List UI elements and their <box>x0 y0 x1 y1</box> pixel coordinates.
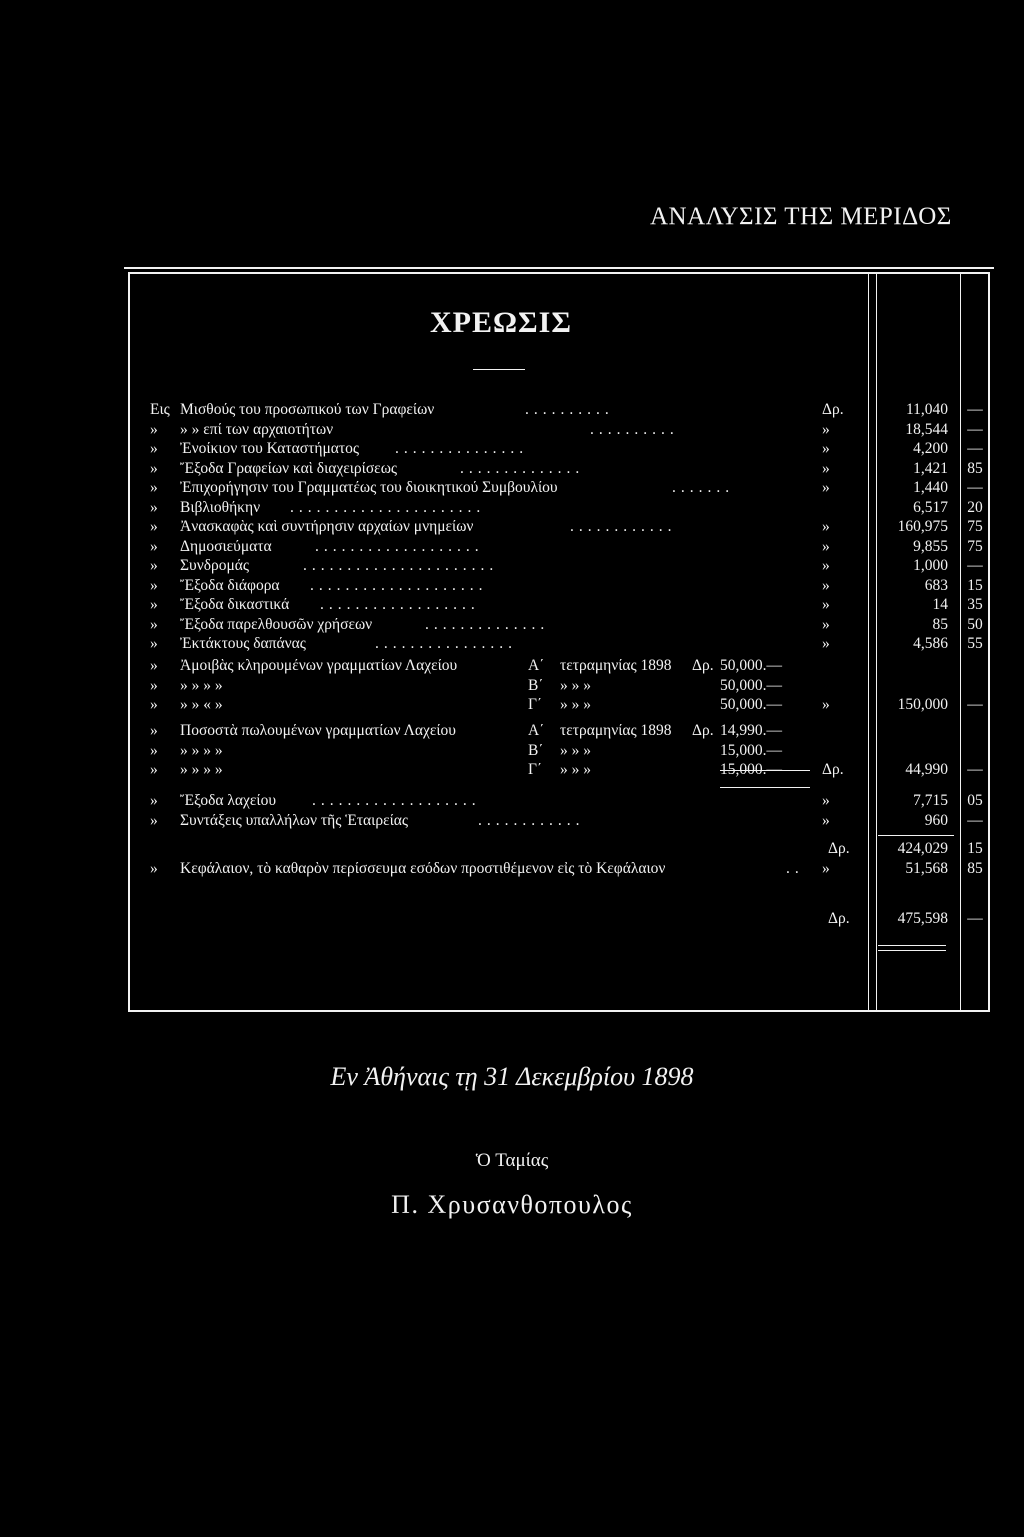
row-prefix: » <box>150 657 158 674</box>
amount-decimals: 35 <box>967 596 983 613</box>
ledger-row <box>0 420 1024 440</box>
lottery-period: » » » <box>560 741 591 759</box>
currency-mark: Δρ. <box>828 910 850 927</box>
amount-value: 150,000 <box>897 696 948 713</box>
amount-value: 14 <box>932 596 948 613</box>
amount-decimals: 05 <box>967 792 983 809</box>
row-description: Μισθούς του προσωπικού των Γραφείων <box>180 401 435 418</box>
subtotal-value: 50,000.— <box>720 676 782 694</box>
total-decimals: — <box>967 910 983 927</box>
lottery-row <box>0 656 1024 676</box>
row-description: Ἔξοδα διάφορα <box>180 576 280 594</box>
lottery-period: » » » <box>560 676 591 694</box>
row-description: Κεφάλαιον, τὸ καθαρὸν περίσσευμα εσόδων προστιθέμενον εἰς τὸ Κεφάλαιον <box>180 860 666 877</box>
amount-value: 4,586 <box>913 635 948 652</box>
lottery-period: τετραμηνίας 1898 <box>560 722 672 739</box>
ledger-row <box>0 811 1024 831</box>
total-double-rule-2 <box>878 950 946 951</box>
amount-value: 4,200 <box>913 440 948 457</box>
subtotal-amount: 424,029 <box>897 840 948 857</box>
currency-mark: » <box>822 596 830 613</box>
leader-dots: ................... <box>312 792 481 809</box>
row-prefix: » <box>150 557 158 574</box>
total-double-rule-1 <box>878 945 946 946</box>
amount-decimals: 55 <box>967 635 983 652</box>
amount-decimals: — <box>967 420 983 438</box>
amount-decimals: 20 <box>967 498 983 516</box>
currency-mark: » <box>822 635 830 652</box>
leader-dots: ...................... <box>290 498 486 516</box>
title-underline <box>473 369 525 370</box>
row-prefix: » <box>150 518 158 535</box>
amount-decimals: — <box>967 696 983 713</box>
row-prefix: » <box>150 420 158 438</box>
currency-mark: » <box>822 576 830 594</box>
row-description: » » » » <box>180 761 223 778</box>
currency-mark: » <box>822 479 830 496</box>
row-description: Δημοσιεύματα <box>180 537 272 555</box>
row-description: Ἐκτάκτους δαπάνας <box>180 635 306 652</box>
subtotal-value: 14,990.— <box>720 722 782 739</box>
row-description: Ἐπιχορήγησιν του Γραμματέως του διοικητικού Συμβουλίου <box>180 479 558 496</box>
leader-dots: ...................... <box>303 557 499 574</box>
row-prefix: » <box>150 498 158 516</box>
ledger-row <box>0 615 1024 635</box>
amount-value: 6,517 <box>913 498 948 516</box>
row-description: Ἔξοδα Γραφείων καὶ διαχειρίσεως <box>180 459 398 477</box>
amount-decimals: — <box>967 557 983 574</box>
currency-mark: » <box>822 557 830 574</box>
leader-dots: ............... <box>395 440 529 457</box>
ledger-row <box>0 537 1024 557</box>
row-description: Ἔξοδα παρελθουσῶν χρήσεων <box>180 615 373 633</box>
row-description: » » » » <box>180 676 223 694</box>
ledger-row <box>0 400 1024 420</box>
subtotal-value: 15,000.— <box>720 761 782 778</box>
section-title: ΧΡΕΩΣΙΣ <box>430 306 572 339</box>
leader-dots: ............ <box>478 811 585 829</box>
currency-mark: » <box>822 860 830 877</box>
footer-date: Εν Ἀθήναις τῃ 31 Δεκεμβρίου 1898 <box>330 1062 694 1091</box>
amount-decimals: 75 <box>967 518 983 535</box>
amount-value: 44,990 <box>905 761 948 778</box>
lottery-series: Β΄ <box>528 741 544 759</box>
row-description: Συνδρομάς <box>180 557 250 574</box>
leader-dots: .......... <box>525 401 614 418</box>
amount-decimals: — <box>967 811 983 829</box>
amount-decimals: 15 <box>967 576 983 594</box>
amount-value: 51,568 <box>905 860 948 877</box>
lottery-series: Α΄ <box>528 657 545 674</box>
row-description: Συντάξεις υπαλλήλων τῆς Ἑταιρείας <box>180 811 409 829</box>
row-prefix: » <box>150 761 158 778</box>
amount-value: 7,715 <box>913 792 948 809</box>
subtotal-value: 50,000.— <box>720 657 782 674</box>
row-prefix: » <box>150 722 158 739</box>
leader-dots: ....... <box>672 479 735 496</box>
lottery-period: τετραμηνίας 1898 <box>560 657 672 674</box>
leader-dots: ............ <box>570 518 677 535</box>
amount-value: 1,000 <box>913 557 948 574</box>
currency-mark: » <box>822 792 830 809</box>
row-prefix: » <box>150 696 158 713</box>
leader-dots: .............. <box>425 615 550 633</box>
currency-mark: Δρ. <box>822 401 844 418</box>
amount-decimals: — <box>967 440 983 457</box>
currency-mark: » <box>822 811 830 829</box>
subtotal-row <box>0 839 1024 859</box>
ledger-row <box>0 478 1024 498</box>
leader-dots: .................. <box>320 596 480 613</box>
currency-mark: » <box>822 440 830 457</box>
row-prefix: » <box>150 537 158 555</box>
leader-dots: ................... <box>315 537 484 555</box>
row-description: » » « » <box>180 696 223 713</box>
row-prefix: » <box>150 576 158 594</box>
lottery-row <box>0 695 1024 715</box>
leader-dots: .......... <box>590 420 679 438</box>
subtotal-decimals: 15 <box>967 840 983 857</box>
row-description: Ποσοστὰ πωλουμένων γραμματίων Λαχείου <box>180 722 456 739</box>
row-prefix: » <box>150 459 158 477</box>
row-description: Ἐνοίκιον του Καταστήματος <box>180 440 359 457</box>
ledger-row <box>0 595 1024 615</box>
currency-mark: » <box>822 537 830 555</box>
ledger-row <box>0 498 1024 518</box>
ledger-row <box>0 439 1024 459</box>
amount-decimals: 75 <box>967 537 983 555</box>
row-prefix: » <box>150 479 158 496</box>
amount-value: 1,421 <box>913 459 948 477</box>
amount-decimals: 85 <box>967 860 983 877</box>
row-prefix: » <box>150 792 158 809</box>
lottery-series: Γ΄ <box>528 761 543 778</box>
capital-row <box>0 859 1024 879</box>
row-description: Ἀμοιβὰς κληρουμένων γραμματίων Λαχείου <box>180 657 458 674</box>
lottery-subtotal-rule <box>720 770 810 771</box>
ledger-top-rule <box>124 267 994 269</box>
subtotal-value: 50,000.— <box>720 696 782 713</box>
row-description: » » » » <box>180 741 223 759</box>
row-description: » » επί των αρχαιοτήτων <box>180 420 334 438</box>
currency-mark: » <box>822 459 830 477</box>
page-title: ΑΝΑΛΥΣΙΣ ΤΗΣ ΜΕΡΙΔΟΣ <box>650 203 952 230</box>
row-prefix: » <box>150 811 158 829</box>
row-prefix: » <box>150 440 158 457</box>
amount-value: 11,040 <box>905 401 948 418</box>
row-description: Ἔξοδα λαχείου <box>180 792 277 809</box>
row-description: Ἀνασκαφὰς καὶ συντήρησιν αρχαίων μνημείων <box>180 518 474 535</box>
lottery-period: » » » <box>560 696 591 713</box>
amount-value: 9,855 <box>913 537 948 555</box>
ledger-row <box>0 517 1024 537</box>
amount-decimals: — <box>967 479 983 496</box>
row-prefix: » <box>150 860 158 877</box>
ledger-row <box>0 791 1024 811</box>
footer-signatory: Π. Χρυσανθοπουλος <box>391 1190 633 1219</box>
amount-value: 160,975 <box>897 518 948 535</box>
amount-decimals: — <box>967 401 983 418</box>
row-prefix: » <box>150 635 158 652</box>
amount-value: 1,440 <box>913 479 948 496</box>
amount-decimals: — <box>967 761 983 778</box>
subtotal-currency: Δρ. <box>692 657 714 674</box>
ledger-row <box>0 634 1024 654</box>
ledger-row <box>0 459 1024 479</box>
currency-mark: Δρ. <box>822 761 844 778</box>
row-prefix: » <box>150 615 158 633</box>
lottery-series: Α΄ <box>528 722 545 739</box>
total-amount: 475,598 <box>897 910 948 927</box>
amount-value: 683 <box>924 576 948 594</box>
percentage-row <box>0 721 1024 741</box>
row-prefix: » <box>150 676 158 694</box>
percentage-subtotal-rule <box>720 787 810 788</box>
ledger-row <box>0 556 1024 576</box>
currency-mark: » <box>822 615 830 633</box>
row-description: Βιβλιοθήκην <box>180 498 261 516</box>
currency-mark: » <box>822 696 830 713</box>
percentage-row <box>0 741 1024 761</box>
total-row <box>0 909 1024 929</box>
ledger-row <box>0 576 1024 596</box>
amount-value: 18,544 <box>905 420 948 438</box>
amount-decimals: 50 <box>967 615 983 633</box>
lottery-row <box>0 676 1024 696</box>
lottery-series: Γ΄ <box>528 696 543 713</box>
subtotal-currency: Δρ. <box>692 722 714 739</box>
row-description: Ἔξοδα δικαστικά <box>180 596 290 613</box>
leader-dots: .................... <box>310 576 488 594</box>
leader-dots: .. <box>786 860 804 877</box>
currency-mark: » <box>822 420 830 438</box>
lottery-series: Β΄ <box>528 676 544 694</box>
row-prefix: » <box>150 596 158 613</box>
lottery-period: » » » <box>560 761 591 778</box>
footer-role: Ὁ Ταμίας <box>475 1150 549 1171</box>
amount-value: 85 <box>932 615 948 633</box>
amount-decimals: 85 <box>967 459 983 477</box>
leader-dots: .............. <box>460 459 585 477</box>
percentage-row <box>0 760 1024 780</box>
currency-mark: Δρ. <box>828 840 850 857</box>
currency-mark: » <box>822 518 830 535</box>
amount-value: 960 <box>924 811 948 829</box>
subtotal-rule <box>878 835 954 836</box>
subtotal-value: 15,000.— <box>720 741 782 759</box>
row-prefix: » <box>150 741 158 759</box>
leader-dots: ................ <box>375 635 517 652</box>
row-prefix: Εις <box>150 401 170 418</box>
